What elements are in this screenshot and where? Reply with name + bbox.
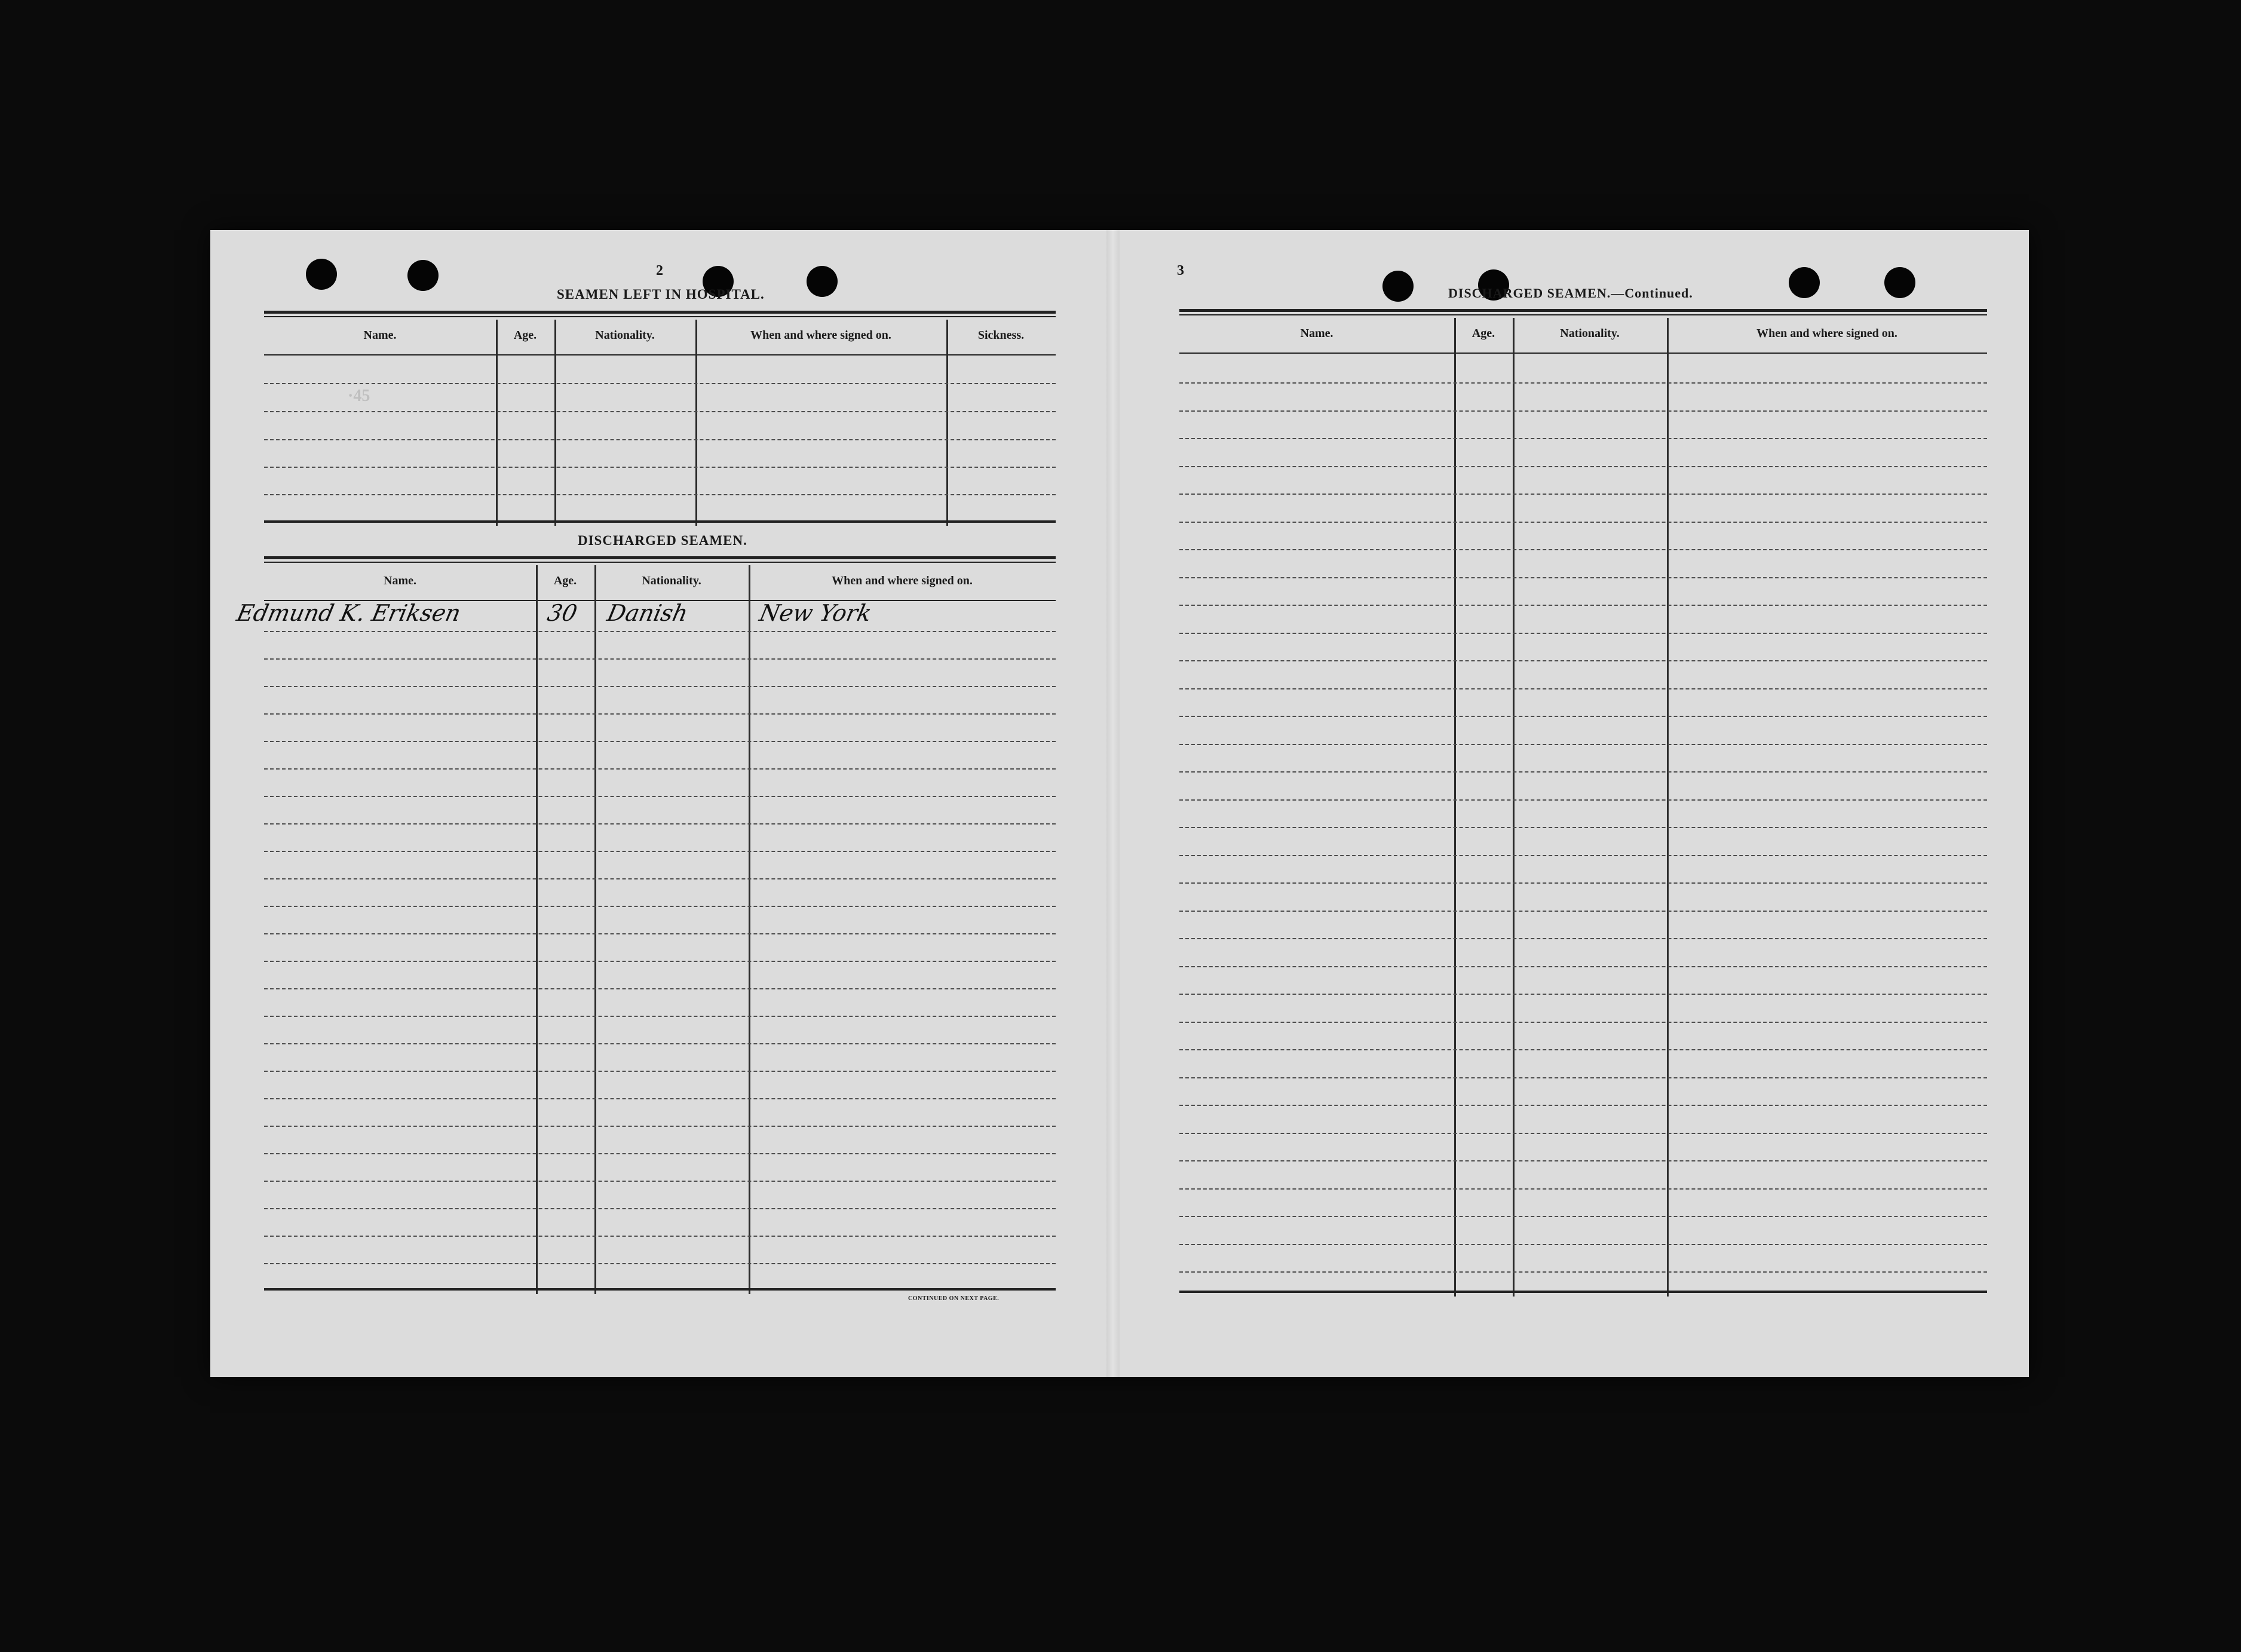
entry-signed-on: New York [757, 600, 874, 626]
punch-hole [807, 266, 838, 297]
document-scan [210, 230, 2029, 1377]
row-line [1179, 744, 1987, 745]
row-line [1179, 1077, 1987, 1078]
row-line [264, 1263, 1056, 1264]
row-line [1179, 688, 1987, 689]
row-line [1179, 911, 1987, 912]
row-line [1179, 994, 1987, 995]
row-line [264, 1153, 1056, 1154]
column-header-signed-on: When and where signed on. [832, 574, 973, 587]
table-bottom-rule [264, 1288, 1056, 1291]
row-line [1179, 1049, 1987, 1050]
row-line [264, 933, 1056, 934]
entry-age: 30 [545, 600, 580, 626]
row-line [1179, 522, 1987, 523]
row-line [264, 658, 1056, 660]
punch-hole [407, 260, 439, 291]
row-line [1179, 605, 1987, 606]
row-line [1179, 1188, 1987, 1190]
discharged-continued-table [1179, 309, 1987, 1297]
book-spine [1106, 230, 1120, 1377]
row-line [264, 1071, 1056, 1072]
row-line [1179, 1244, 1987, 1245]
entry-nationality: Danish [605, 600, 691, 626]
row-line [264, 1098, 1056, 1099]
row-line [1179, 882, 1987, 884]
row-line [264, 961, 1056, 962]
punch-hole [306, 259, 337, 290]
punch-hole [1789, 267, 1820, 298]
row-line [264, 494, 1056, 495]
column-header-name: Name. [384, 574, 416, 587]
column-rule [1513, 318, 1515, 1297]
column-rule [536, 565, 538, 1294]
column-rule [594, 565, 596, 1294]
row-line [264, 741, 1056, 742]
column-header-age: Age. [1471, 327, 1495, 340]
row-line [1179, 855, 1987, 856]
row-line [264, 1236, 1056, 1237]
column-header-nationality: Nationality. [1560, 327, 1620, 340]
row-line [264, 823, 1056, 825]
column-header-signed-on: When and where signed on. [1756, 327, 1897, 340]
row-line [264, 1016, 1056, 1017]
header-rule [1179, 353, 1987, 354]
row-line [1179, 633, 1987, 634]
punch-hole [1884, 267, 1915, 298]
row-line [1179, 716, 1987, 717]
table-bottom-rule [264, 520, 1056, 523]
bleed-through-mark: ·45 [348, 387, 370, 405]
table-bottom-rule [1179, 1291, 1987, 1293]
row-line [1179, 382, 1987, 384]
row-line [264, 467, 1056, 468]
row-line [264, 1126, 1056, 1127]
column-rule [749, 565, 750, 1294]
row-line [1179, 799, 1987, 801]
row-line [1179, 1271, 1987, 1273]
row-line [1179, 827, 1987, 828]
column-header-nationality: Nationality. [642, 574, 701, 587]
column-header-name: Name. [1300, 327, 1333, 340]
row-line [1179, 1160, 1987, 1161]
row-line [264, 1181, 1056, 1182]
row-line [264, 796, 1056, 797]
column-header-name: Name. [363, 329, 397, 342]
row-line [264, 383, 1056, 384]
right-section-title: DISCHARGED SEAMEN.—Continued. [1448, 286, 1693, 301]
row-line [264, 686, 1056, 687]
column-rule [1667, 318, 1669, 1297]
row-line [1179, 938, 1987, 939]
row-line [1179, 771, 1987, 773]
row-line [1179, 410, 1987, 412]
row-line [1179, 966, 1987, 967]
column-header-sickness: Sickness. [977, 329, 1025, 342]
row-line [1179, 494, 1987, 495]
row-line [264, 411, 1056, 412]
left-page [210, 230, 1106, 1377]
row-line [1179, 660, 1987, 661]
row-line [264, 851, 1056, 852]
row-line [1179, 1022, 1987, 1023]
row-line [1179, 1216, 1987, 1217]
row-line [1179, 1133, 1987, 1134]
column-header-signed-on: When and where signed on. [750, 329, 891, 342]
continued-note: CONTINUED ON NEXT PAGE. [908, 1295, 1000, 1302]
row-line [1179, 1105, 1987, 1106]
entry-name: Edmund K. Eriksen [234, 600, 464, 626]
header-rule [264, 354, 1056, 355]
column-header-age: Age. [513, 329, 537, 342]
hospital-table [264, 311, 1056, 526]
right-page [1120, 230, 2029, 1377]
hospital-section-title: SEAMEN LEFT IN HOSPITAL. [557, 287, 765, 302]
row-line [264, 713, 1056, 715]
row-line [264, 906, 1056, 907]
row-line [1179, 549, 1987, 550]
column-header-nationality: Nationality. [595, 329, 655, 342]
row-line [264, 768, 1056, 770]
column-header-age: Age. [553, 574, 577, 587]
row-line [264, 1043, 1056, 1044]
row-line [1179, 438, 1987, 439]
discharged-table [234, 556, 1056, 1294]
row-line [1179, 577, 1987, 578]
page-number: 2 [656, 263, 663, 278]
row-line [264, 1208, 1056, 1209]
column-rule [1454, 318, 1456, 1297]
row-line [264, 439, 1056, 440]
row-line [264, 988, 1056, 989]
page-number: 3 [1177, 263, 1184, 278]
row-line [264, 631, 1056, 632]
punch-hole [1382, 271, 1414, 302]
row-line [1179, 466, 1987, 467]
row-line [264, 878, 1056, 879]
discharged-section-title: DISCHARGED SEAMEN. [578, 533, 747, 548]
